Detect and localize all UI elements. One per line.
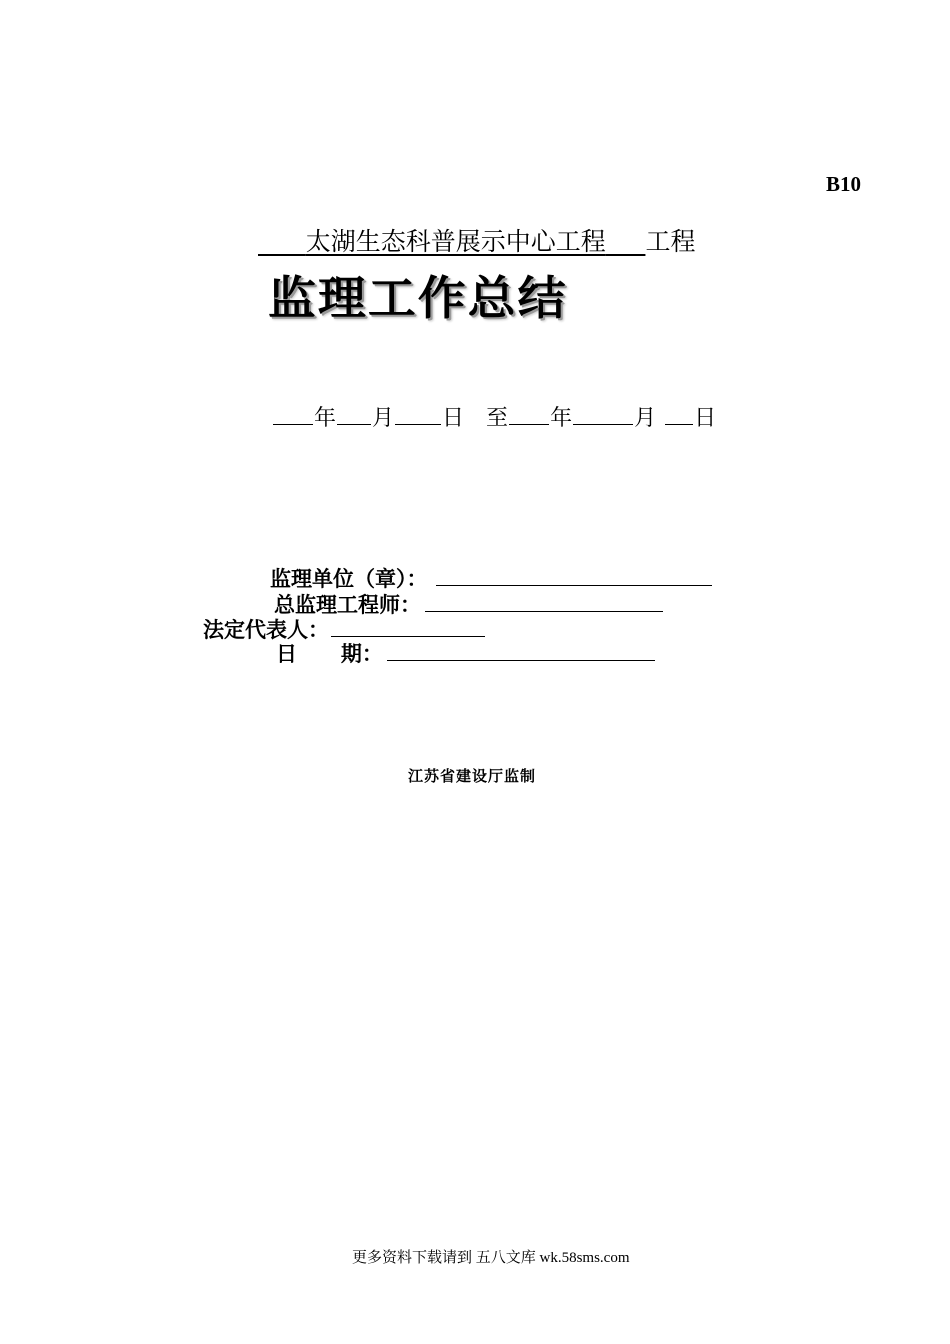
footer-text: 更多资料下载请到 五八文库 wk.58sms.com [352,1250,630,1266]
supervision-unit-label: 监理单位（章）： [270,567,428,591]
end-day-label: 日 [694,406,717,431]
date-label: 日 期： [276,642,383,666]
end-day-blank [665,406,693,425]
start-month-label: 月 [372,406,395,431]
project-name-blank-right [606,227,646,256]
supervision-unit-blank [436,567,712,586]
chief-engineer-blank [425,593,663,612]
start-year-label: 年 [314,406,337,431]
start-year-blank [273,406,313,425]
legal-rep-label: 法定代表人： [203,618,329,642]
date-blank [387,642,655,661]
start-day-label: 日 [442,406,465,431]
end-year-label: 年 [550,406,573,431]
end-year-blank [509,406,549,425]
date-field [276,638,655,668]
date-range [272,401,716,432]
project-suffix: 工程 [645,227,696,256]
project-name-blank-left [258,227,306,256]
end-month-blank [573,406,633,425]
document-title: 监理工作总结 [268,271,568,325]
to-label: 至 [486,406,509,431]
legal-rep-blank [331,618,485,637]
project-line [258,222,695,258]
form-code: B10 [826,172,862,196]
start-month-blank [337,406,371,425]
chief-engineer-label: 总监理工程师： [274,593,421,617]
project-name: 太湖生态科普展示中心工程 [305,227,606,256]
issuer-text: 江苏省建设厅监制 [408,767,537,785]
start-day-blank [395,406,441,425]
end-month-label: 月 [634,406,657,431]
